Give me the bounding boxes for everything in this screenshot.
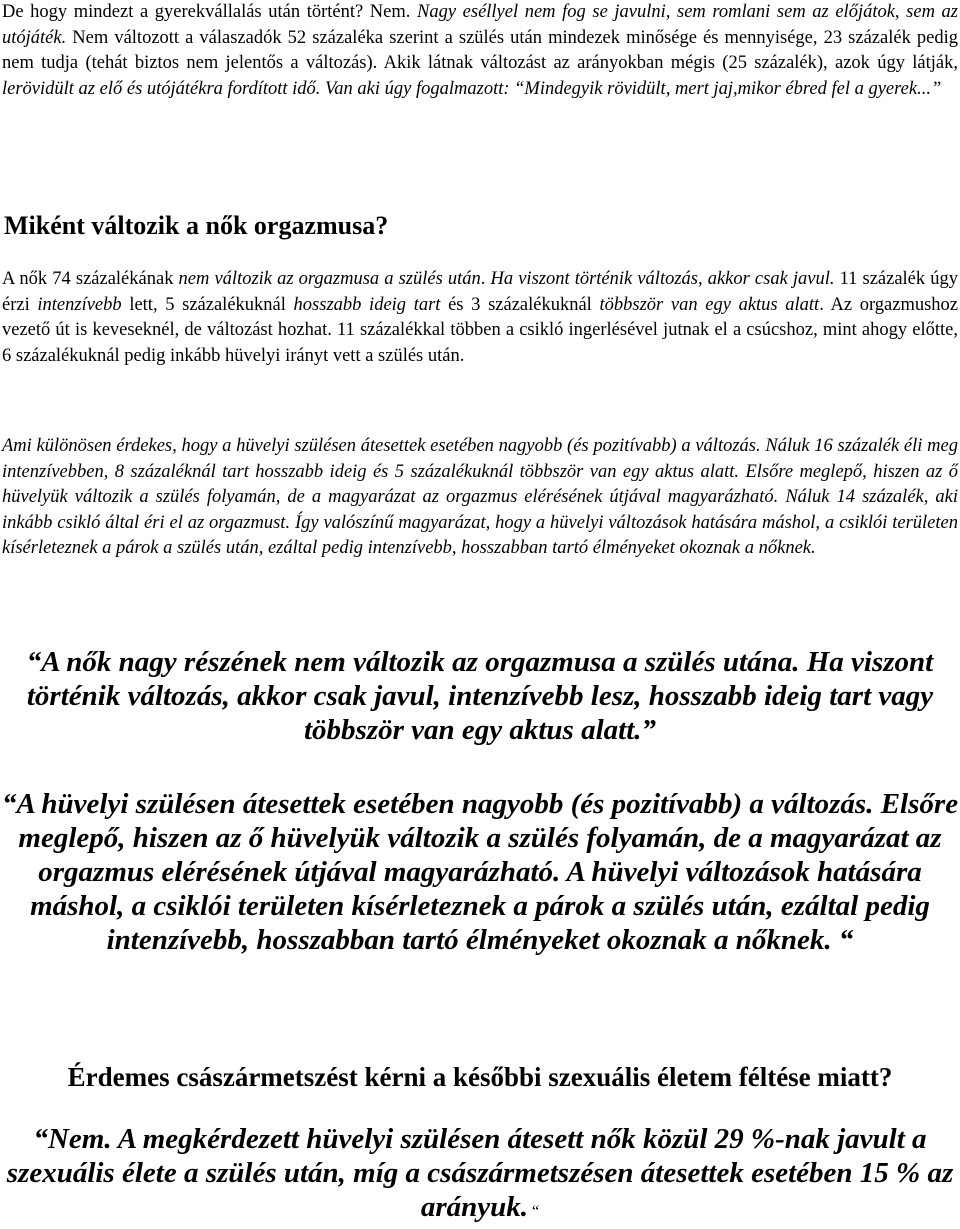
p2-text-e: 11 százalék úgy érzi xyxy=(2,269,958,315)
p2-text-c: . xyxy=(480,269,491,289)
p2-italic-j: többször van egy aktus alatt xyxy=(599,294,820,315)
orgasm-paragraph xyxy=(2,267,958,369)
vaginal-birth-italic-text: Ami különösen érdekes, hogy a hüvelyi szülésen átesettek esetében nagyobb (és pozitívabb) a változás. Náluk 16 százalék éli meg intenzívebben, 8 százaléknál tart hosszabb ideig és 5 százalékuknál többször van egy aktus alatt. Elsőre meglepő, hiszen az ő hüvelyük változik a szülés folyamán, de a magyarázat az orgazmus elérésének útjával magyarázható. Náluk 14 százalék, aki inkább csikló által éri el az orgazmust. Így valószínű magyarázat, hogy a hüvelyi változások hatására máshol, a csiklói területen kísérleteznek a párok a szülés után, ezáltal pedig intenzívebb, hosszabban tartó élményeket okoznak a nőknek. xyxy=(2,436,958,558)
pull-quote-1: “A nők nagy részének nem változik az orgazmusa a szülés utána. Ha viszont történik változás, akkor csak javul, intenzívebb lesz, hosszabb ideig tart vagy többször van egy aktus alatt.” xyxy=(26,646,934,746)
vaginal-birth-paragraph xyxy=(2,434,958,562)
p2-text-g: lett, 5 százalékuknál xyxy=(121,294,294,315)
p2-italic-h: hosszabb ideig tart xyxy=(293,294,441,315)
p2-italic-b: nem változik az orgazmusa a szülés után xyxy=(178,269,481,289)
intro-italic-quote: lerövidült az elő és utójátékra fordított idő. Van aki úgy fogalmazott: “Mindegyik rövidült, mert jaj,mikor ébred fel a gyerek...” xyxy=(2,78,942,99)
answer-quote xyxy=(0,1122,960,1229)
p2-text-k: . Az orgazmushoz vezető út is keveseknél, de változást hozhat. 11 százalékkal többen a csikló ingerlésével jutnak el a csúcshoz, mint ahogy előtte, 6 százalékuknál pedig inkább hüvelyi irányt vett a szülés után. xyxy=(2,294,958,366)
intro-sentence-1: De hogy mindezt a gyerekvállalás után történt? Nem. xyxy=(2,2,417,22)
intro-italic-sentence: Nagy eséllyel nem fog se javulni, sem romlani sem az előjátok, sem az utójáték. xyxy=(2,2,958,48)
intro-sentence-3: Nem változott a válaszadók 52 százaléka szerint a szülés után mindezek minősége és mennyisége, 23 százalék pedig nem tudja (tehát biztos nem jelentős a változás). Akik látnak változást az arányokban mégis (25 százalék), azok úgy látják, xyxy=(2,27,958,73)
p2-text-a: A nők 74 százalékának xyxy=(2,269,179,289)
section-heading: Miként változik a nők orgazmusa? xyxy=(4,211,389,240)
pull-quote-2: “A hüvelyi szülésen átesettek esetében nagyobb (és pozitívabb) a változás. Elsőre meglepő, hiszen az ő hüvelyük változik a szülés folyamán, de a magyarázat az orgazmus elérésének útjával magyarázható. A hüvelyi változások hatására máshol, a csiklói területen kísérleteznek a párok a szülés után, ezáltal pedig intenzívebb, hosszabban tartó élményeket okoznak a nőknek. “ xyxy=(1,788,959,956)
answer-text: “Nem. A megkérdezett hüvelyi szülésen átesett nők közül 29 %-nak javult a szexuális élete a szülés után, míg a császármetszésen átesettek esetében 15 % az arányuk. xyxy=(6,1123,954,1223)
answer-closing-mark: “ xyxy=(528,1203,540,1220)
p2-italic-d: Ha viszont történik változás, akkor csak javul. xyxy=(490,269,835,289)
p2-italic-f: intenzívebb xyxy=(37,294,122,315)
p2-text-i: és 3 százalékuknál xyxy=(440,294,600,315)
intro-paragraph xyxy=(2,0,958,102)
question-heading: Érdemes császármetszést kérni a későbbi szexuális életem féltése miatt? xyxy=(67,1062,893,1092)
